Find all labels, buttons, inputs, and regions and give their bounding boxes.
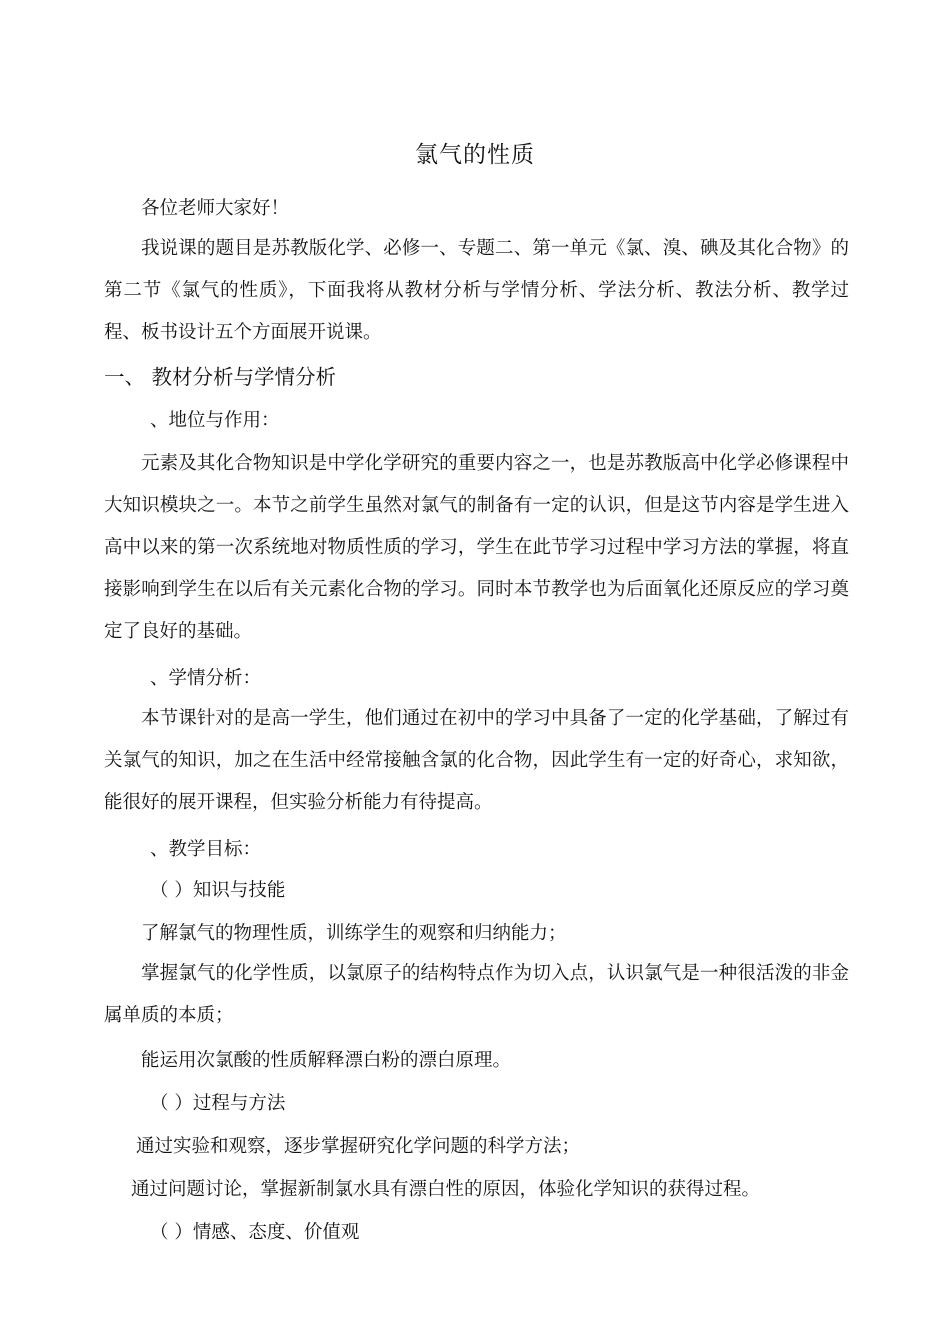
student-analysis-paragraph: 本节课针对的是高一学生，他们通过在初中的学习中具备了一定的化学基础，了解过有关氯气的知识，加之在生活中经常接触含氯的化合物，因此学生有一定的好奇心，求知欲，能很好的展开课程，但实验分析能力有待提高。 — [104, 708, 849, 813]
position-role-paragraph: 元素及其化合物知识是中学化学研究的重要内容之一，也是苏教版高中化学必修课程中 大知识模块之一。本节之前学生虽然对氯气的制备有一定的认识，但是这节内容是学生进入高中以来的第一次系统地对物质性质的学习，学生在此节学习过程中学习方法的掌握，将直接影响到学生在以后有关元素化合物的学习。同时本节教学也为后面氧化还原反应的学习奠定了良好的基础。 — [104, 453, 868, 642]
subheading-student-analysis: 、学情分析： — [150, 668, 262, 689]
document-title: 氯气的性质 — [415, 142, 535, 168]
section-heading-1: 一、 教材分析与学情分析 — [104, 365, 337, 389]
goal-knowledge-skills-heading: （ ）知识与技能 — [150, 880, 286, 901]
intro-paragraph: 我说课的题目是苏教版化学、必修一、专题二、第一单元《氯、溴、碘及其化合物》的第二节《氯气的性质》，下面我将从教材分析与学情分析、学法分析、教法分析、教学过程、板书设计五个方面展开说课。 — [104, 238, 849, 343]
goal-knowledge-item-1: 了解氯气的物理性质，训练学生的观察和归纳能力； — [141, 923, 567, 944]
goal-process-item-1: 通过实验和观察，逐步掌握研究化学问题的科学方法； — [136, 1136, 581, 1157]
goal-knowledge-item-3: 能运用次氯酸的性质解释漂白粉的漂白原理。 — [141, 1050, 512, 1071]
goal-process-item-2: 通过问题讨论，掌握新制氯水具有漂白性的原因，体验化学知识的获得过程。 — [131, 1179, 761, 1200]
greeting: 各位老师大家好！ — [141, 198, 290, 219]
subheading-teaching-goals: 、教学目标： — [150, 839, 262, 860]
goal-emotion-values-heading: （ ）情感、态度、价值观 — [150, 1222, 360, 1243]
goal-process-method-heading: （ ）过程与方法 — [150, 1093, 286, 1114]
goal-knowledge-item-2: 掌握氯气的化学性质，以氯原子的结构特点作为切入点，认识氯气是一种很活泼的非金属单质的本质； — [104, 963, 849, 1026]
subheading-position-role: 、地位与作用： — [150, 410, 280, 431]
